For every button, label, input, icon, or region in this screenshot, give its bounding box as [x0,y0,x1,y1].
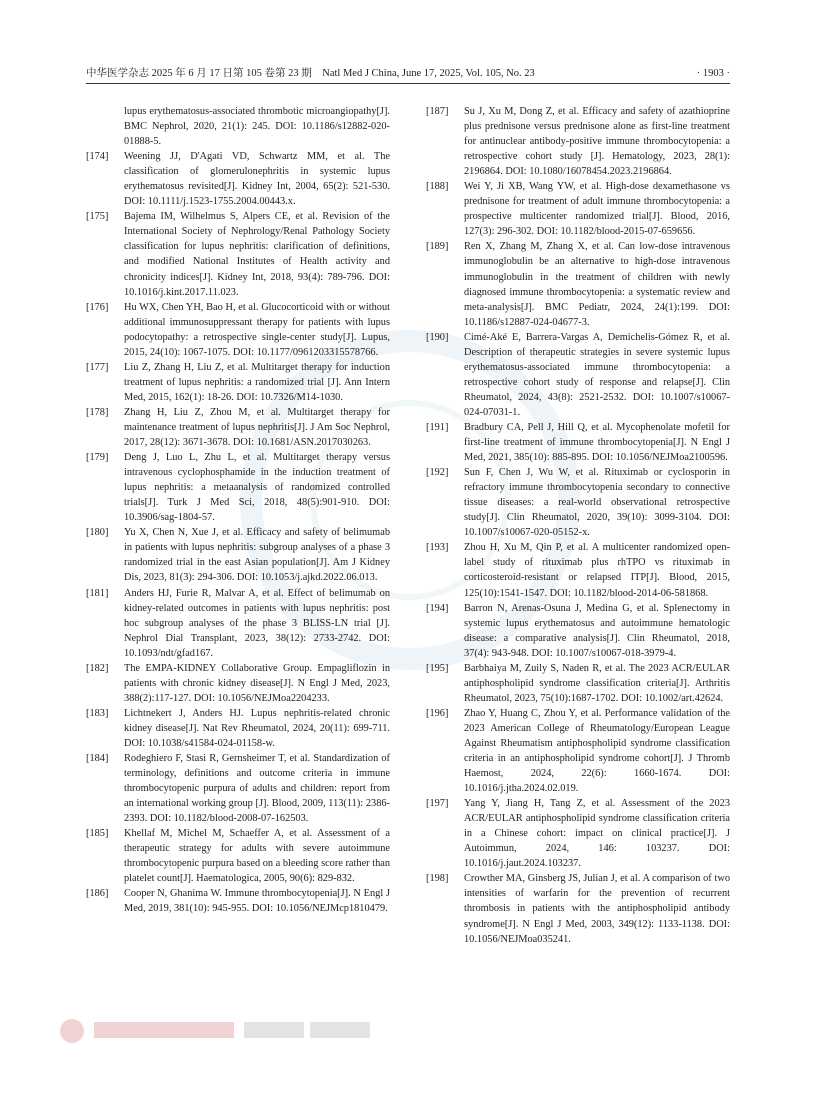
reference-text: Cimé-Aké E, Barrera-Vargas A, Demichelis-Gómez R, et al. Description of therapeutic strategies in severe systemic lupus erythematosus-associated immune thrombocytopenia: a retrospective cohort study of response and relapse[J]. Clin Rheumatol, 2024, 43(8): 2521-2532. DOI: 10.1007/s10067-024-07031-1. [464,331,730,418]
reference-text: Wei Y, Ji XB, Wang YW, et al. High-dose dexamethasone vs prednisone for treatment of adult immune thrombocytopenia: a prospective multicenter randomized trial[J]. Blood, 2016, 127(3): 296-302. DOI: 10.1182/blood-2015-07-659656. [464,181,730,238]
reference-text: Zhou H, Xu M, Qin P, et al. A multicenter randomized open-label study of rituximab plus rhTPO vs rituximab in corticosteroid-resistant or relapsed ITP[J]. Blood, 2015, 125(10):1541-1547. DOI: 10.1182/blood-2014-06-581868. [464,542,730,599]
page-number: · 1903 · [696,68,730,79]
publisher-logo [58,1016,378,1046]
reference-entry [86,525,390,585]
reference-entry [86,661,390,706]
reference-text: Bradbury CA, Pell J, Hill Q, et al. Mycophenolate mofetil for first-line treatment of immune thrombocytopenia[J]. N Engl J Med, 2021, 385(10): 885-895. DOI: 10.1056/NEJMoa2100596. [464,421,730,464]
reference-entry [86,826,390,886]
running-header [86,65,730,84]
reference-text: Cooper N, Ghanima W. Immune thrombocytopenia[J]. N Engl J Med, 2019, 381(10): 945-955. DOI: 10.1056/NEJMcp1810479. [124,888,390,915]
journal-citation-line: 中华医学杂志 2025 年 6 月 17 日第 105 卷第 23 期 Natl Med J China, June 17, 2025, Vol. 105, No. 23 [86,68,535,79]
reference-number: [195] [426,662,449,674]
reference-number: [182] [86,662,109,674]
reference-number: [188] [426,181,449,193]
reference-text: Yu X, Chen N, Xue J, et al. Efficacy and safety of belimumab in patients with lupus nephritis: subgroup analyses of a phase 3 randomized trial in the east Asian population[J]. Am J Kidney Dis, 2023, 81(3): 294-306. DOI: 10.1053/j.ajkd.2022.06.013. [124,527,390,584]
reference-number: [197] [426,798,449,810]
reference-entry [426,465,730,540]
reference-text: Liu Z, Zhang H, Liu Z, et al. Multitarget therapy for induction treatment of lupus nephritis: a randomized trial [J]. Ann Intern Med, 2015, 162(1): 18-26. DOI: 10.7326/M14-1030. [124,361,390,403]
reference-entry [426,239,730,329]
reference-entry [86,751,390,826]
reference-number: [174] [86,151,109,163]
reference-entry [426,179,730,239]
reference-number: [179] [86,452,109,464]
reference-number: [185] [86,828,109,840]
reference-entry [426,104,730,179]
reference-entry [426,661,730,706]
reference-number: [178] [86,406,109,418]
reference-entry [86,886,390,916]
reference-number: [193] [426,542,449,554]
reference-number: [187] [426,106,449,117]
reference-text: Bajema IM, Wilhelmus S, Alpers CE, et al. Revision of the International Society of Nephrology/Renal Pathology Society classification for lupus nephritis: clarification of definitions, and modified National Institutes of Health activity and chronicity indices[J]. Kidney Int, 2018, 93(4): 789-796. DOI: 10.1016/j.kint.2017.11.023. [124,211,390,298]
reference-entry [426,420,730,465]
reference-entry [86,300,390,360]
reference-number: [191] [426,421,449,433]
reference-entry [426,330,730,420]
reference-text: Rodeghiero F, Stasi R, Gernsheimer T, et al. Standardization of terminology, definitions and outcome criteria in immune thrombocytopenic purpura of adults and children: report from an international working group [J]. Blood, 2009, 113(11): 2386-2393. DOI: 10.1182/blood-2008-07-162503. [124,753,390,825]
reference-text: Yang Y, Jiang H, Tang Z, et al. Assessment of the 2023 ACR/EULAR antiphospholipid syndrome classification criteria in a Chinese cohort: impact on clinical practice[J]. J Autoimmun, 2024, 146: 103237. DOI: 10.1016/j.jaut.2024.103237. [464,798,730,870]
reference-number: [175] [86,211,109,223]
reference-number: [180] [86,527,109,539]
reference-text: Hu WX, Chen YH, Bao H, et al. Glucocorticoid with or without additional immunosuppressant therapy for patients with lupus podocytopathy: a retrospective single-center study[J]. Lupus, 2015, 24(10): 1067-1075. DOI: 10.1177/0961203315578766. [124,301,390,358]
reference-entry [86,405,390,450]
reference-entry [86,149,390,209]
reference-text: Weening JJ, D'Agati VD, Schwartz MM, et al. The classification of glomerulonephritis in systemic lupus erythematosus revisited[J]. Kidney Int, 2004, 65(2): 521-530. DOI: 10.1111/j.1523-1755.2004.00443.x. [124,151,390,208]
reference-text: Crowther MA, Ginsberg JS, Julian J, et al. A comparison of two intensities of warfarin for the prevention of recurrent thrombosis in patients with the antiphospholipid antibody syndrome[J]. N Engl J Med, 2003, 349(12): 1133-1138. DOI: 10.1056/NEJMoa035241. [464,873,730,945]
reference-entry [426,706,730,796]
reference-number: [186] [86,888,109,900]
reference-number: [181] [86,587,109,599]
reference-text: Barron N, Arenas-Osuna J, Medina G, et al. Splenectomy in systemic lupus erythematosus and autoimmune hematologic disease: a comparative analysis[J]. Clin Rheumatol, 2018, 37(4): 943-948. DOI: 10.1007/s10067-018-3979-4. [464,602,730,659]
reference-number: [183] [86,707,109,719]
reference-text: Su J, Xu M, Dong Z, et al. Efficacy and safety of azathioprine plus prednisone versus prednisone alone as first-line treatment for antinuclear antibody-positive immune thrombocytopenia: a retrospective cohort study [J]. Hematology, 2023, 28(1): 2196864. DOI: 10.1080/16078454.2023.2196864. [464,106,730,178]
reference-entry [86,104,390,149]
reference-text: Ren X, Zhang M, Zhang X, et al. Can low-dose intravenous immunoglobulin be an alternative to high-dose intravenous immunoglobulin in the treatment of children with newly diagnosed immune thrombocytopenia: a systematic review and meta-analysis[J]. BMC Pediatr, 2024, 24(1):199. DOI: 10.1186/s12887-024-04677-3. [464,241,730,328]
reference-entry [426,871,730,946]
reference-number: [194] [426,602,449,614]
reference-text: Anders HJ, Furie R, Malvar A, et al. Effect of belimumab on kidney-related outcomes in patients with lupus nephritis: post hoc subgroup analyses of the phase 3 BLISS-LN trial [J]. Nephrol Dial Transplant, 2023, 38(12): 2733-2742. DOI: 10.1093/ndt/gfad167. [124,587,390,659]
reference-text: Lichtnekert J, Anders HJ. Lupus nephritis-related chronic kidney disease[J]. Nat Rev Rheumatol, 2024, 20(11): 699-711. DOI: 10.1038/s41584-024-01158-w. [124,707,390,749]
reference-number: [184] [86,753,109,765]
reference-number: [177] [86,361,109,373]
reference-number: [192] [426,467,449,479]
reference-entry [426,601,730,661]
reference-column-left [86,104,390,917]
reference-text: Zhang H, Liu Z, Zhou M, et al. Multitarget therapy for maintenance treatment of lupus nephritis[J]. J Am Soc Nephrol, 2017, 28(12): 3671-3678. DOI: 10.1681/ASN.2017030263. [124,406,390,449]
reference-number: [190] [426,331,449,343]
reference-text: Barbhaiya M, Zuily S, Naden R, et al. The 2023 ACR/EULAR antiphospholipid syndrome classification criteria[J]. Arthritis Rheumatol, 2023, 75(10):1687-1702. DOI: 10.1002/art.42624. [464,662,730,704]
reference-entry [86,706,390,751]
reference-text: Zhao Y, Huang C, Zhou Y, et al. Performance validation of the 2023 American College of Rheumatology/European League Against Rheumatism antiphospholipid syndrome classification criteria in an antiphospholipid syndrome cohort[J]. J Thromb Haemost, 2024, 22(6): 1660-1674. DOI: 10.1016/j.jtha.2024.02.019. [464,707,730,795]
reference-entry [426,540,730,600]
reference-text: lupus erythematosus-associated thrombotic microangiopathy[J]. BMC Nephrol, 2020, 21(1): 245. DOI: 10.1186/s12882-020-01888-5. [124,106,390,148]
reference-number: [189] [426,241,449,253]
reference-text: Deng J, Luo L, Zhu L, et al. Multitarget therapy versus intravenous cyclophosphamide in the induction treatment of lupus nephritis: a metaanalysis of randomized controlled trials[J]. Turk J Med Sci, 2018, 48(5):901-910. DOI: 10.3906/sag-1804-57. [124,452,390,524]
reference-entry [426,796,730,871]
reference-text: Sun F, Chen J, Wu W, et al. Rituximab or cyclosporin in refractory immune thrombocytopenia secondary to connective tissue diseases: a real-world observational retrospective study[J]. Clin Rheumatol, 2020, 39(10): 3099-3104. DOI: 10.1007/s10067-020-05152-x. [464,467,730,539]
reference-text: Khellaf M, Michel M, Schaeffer A, et al. Assessment of a therapeutic strategy for adults with severe autoimmune thrombocytopenic purpura based on a bleeding score rather than platelet count[J]. Haematologica, 2005, 90(6): 829-832. [124,828,390,885]
reference-column-right [426,104,730,947]
reference-text: The EMPA-KIDNEY Collaborative Group. Empagliflozin in patients with chronic kidney disease[J]. N Engl J Med, 2023, 388(2):117-127. DOI: 10.1056/NEJMoa2204233. [124,662,390,704]
reference-entry [86,450,390,525]
reference-number: [196] [426,707,449,719]
reference-entry [86,586,390,661]
reference-entry [86,360,390,405]
reference-number: [176] [86,301,109,313]
reference-entry [86,209,390,299]
reference-number: [198] [426,873,449,885]
